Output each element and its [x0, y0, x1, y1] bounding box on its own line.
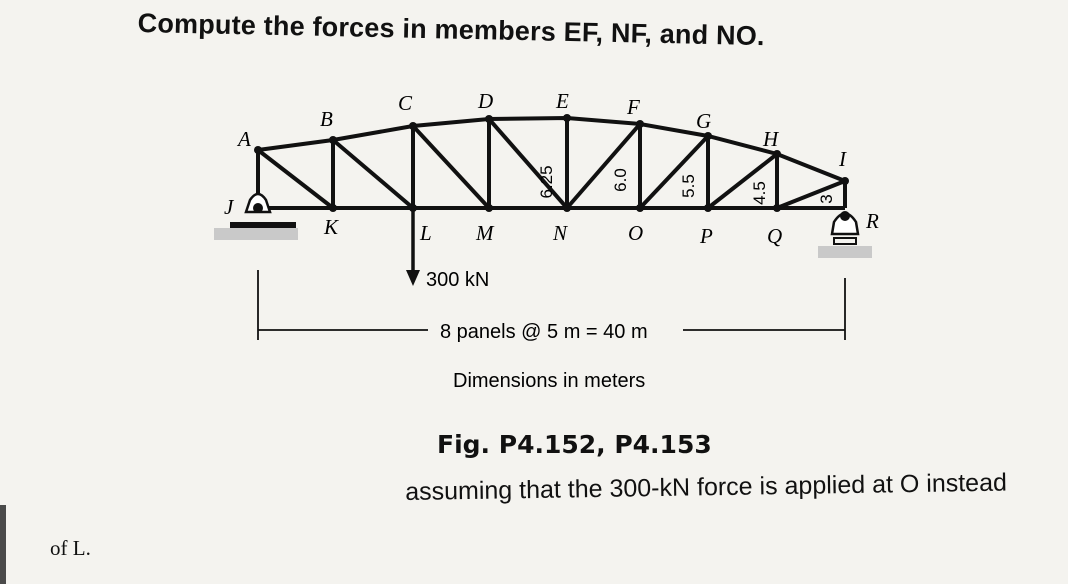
joint [841, 177, 849, 185]
node-label-k: K [324, 215, 339, 239]
node-label-q: Q [767, 224, 783, 248]
joint [773, 204, 781, 212]
node-label-r: R [866, 209, 879, 233]
diagonal-member [413, 126, 489, 208]
node-label-g: G [696, 109, 712, 133]
dimension-label-3: 3 [817, 194, 836, 204]
dimension-label-6-0: 6.0 [611, 168, 630, 192]
joint [485, 204, 493, 212]
joint [773, 150, 781, 158]
joint [409, 122, 417, 130]
dimension-label-4-5: 4.5 [750, 181, 769, 205]
node-label-b: B [320, 107, 333, 131]
node-label-d: D [478, 89, 494, 113]
diagonal-member [333, 140, 413, 208]
roller-support-right [818, 211, 872, 258]
node-label-l: L [420, 221, 432, 245]
joint [636, 120, 644, 128]
joint [636, 204, 644, 212]
node-label-a: A [238, 127, 251, 151]
node-label-c: C [398, 91, 413, 115]
joint [704, 204, 712, 212]
joint [329, 136, 337, 144]
node-label-e: E [556, 89, 569, 113]
diagonal-member [258, 150, 333, 208]
node-label-m: M [476, 221, 494, 245]
figure-caption: Fig. P4.152, P4.153 [437, 430, 712, 459]
node-label-j: J [224, 195, 234, 219]
load-label: 300 kN [426, 269, 490, 291]
node-label-n: N [553, 221, 568, 245]
dimension-label-5-5: 5.5 [679, 174, 698, 198]
node-label-i: I [839, 147, 846, 171]
dimension-label-6-25: 6.25 [537, 165, 556, 199]
node-label-p: P [700, 224, 713, 248]
left-edge-bar [0, 505, 6, 584]
joint [254, 146, 262, 154]
diagonal-member [567, 124, 640, 208]
problem-statement: Compute the forces in members EF, NF, and NO. [137, 8, 765, 52]
continuation-text: of L. [50, 536, 91, 560]
node-label-h: H [763, 127, 779, 151]
load-arrow [406, 208, 420, 286]
span-label: 8 panels @ 5 m = 40 m [440, 321, 648, 343]
joint [704, 132, 712, 140]
node-label-f: F [627, 95, 640, 119]
node-label-o: O [628, 221, 644, 245]
assumption-text: assuming that the 300-kN force is applied at O instead [405, 468, 1008, 506]
joint [563, 114, 571, 122]
joint [329, 204, 337, 212]
units-note: Dimensions in meters [453, 370, 646, 392]
joint [485, 115, 493, 123]
joint [563, 204, 571, 212]
